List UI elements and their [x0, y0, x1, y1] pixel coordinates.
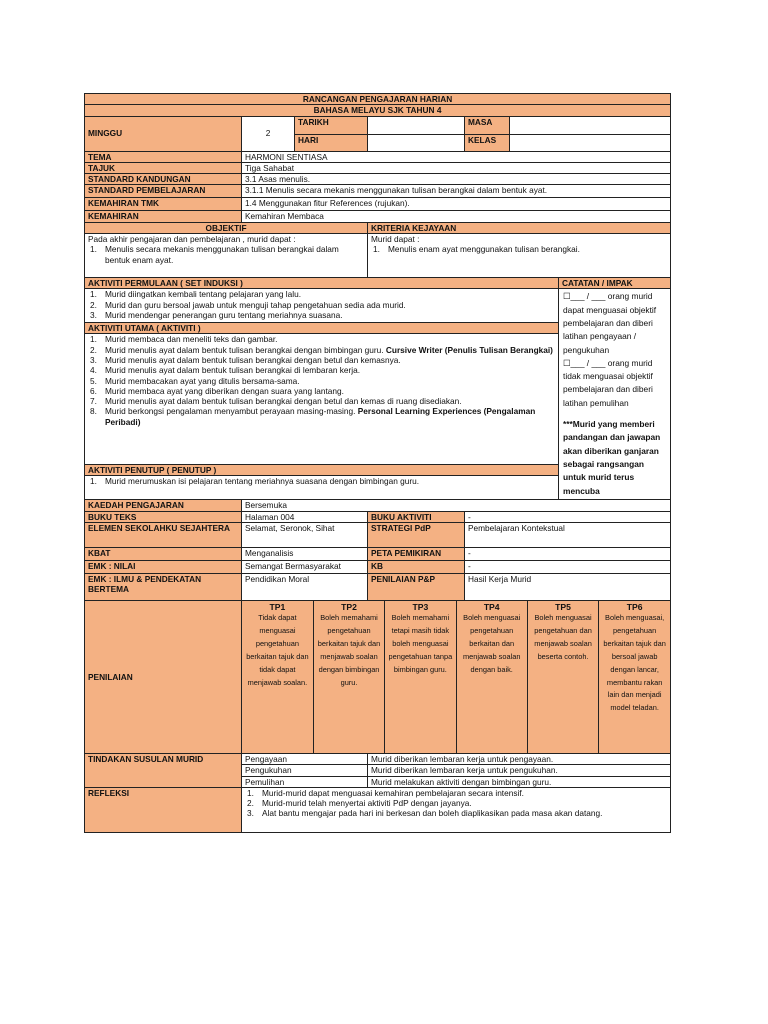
masa-value	[510, 116, 671, 134]
utama-list	[85, 334, 558, 464]
utama-item: 5. Murid membacakan ayat yang ditulis bersama-sama.	[90, 375, 300, 386]
field-label: STANDARD PEMBELAJARAN	[85, 185, 242, 198]
field-value: HARMONI SENTIASA	[242, 151, 671, 162]
permulaan-item: 3. Murid mendengar penerangan guru tentang meriahnya suasana.	[90, 309, 343, 320]
tindakan-desc: Murid melakukan aktiviti dengan bimbingan guru.	[368, 776, 671, 787]
masa-label: MASA	[465, 116, 510, 134]
field-row-kemahiran	[85, 211, 671, 222]
detail-value: Pendidikan Moral	[242, 573, 368, 600]
field-value: 3.1 Asas menulis.	[242, 174, 671, 185]
tindakan-type: Pengukuhan	[242, 765, 368, 776]
detail-label: ELEMEN SEKOLAHKU SEJAHTERA	[85, 522, 242, 547]
utama-item: 2. Murid menulis ayat dalam bentuk tulisan berangkai dengan bimbingan guru. Cursive Writer (Penulis Tulisan Berangkai)	[90, 344, 553, 355]
permulaan-item: 1. Murid diingatkan kembali tentang pelajaran yang lalu.	[90, 289, 302, 300]
detail-value: Bersemuka	[242, 500, 671, 511]
kriteria-intro: Murid dapat :	[371, 234, 420, 245]
tp-level-3: TP3 Boleh memahami tetapi masih tidak boleh menguasai pengetahuan tanpa bimbingan guru.	[385, 601, 456, 753]
detail-label: BUKU TEKS	[85, 511, 242, 522]
minggu-value: 2	[242, 116, 295, 151]
detail-label: PETA PEMIKIRAN	[368, 547, 465, 560]
utama-item: 4. Murid menulis ayat dalam bentuk tulisan berangkai di lembaran kerja.	[90, 365, 361, 376]
objektif-intro: Pada akhir pengajaran dan pembelajaran , murid dapat :	[88, 234, 296, 245]
penilaian-label: PENILAIAN	[85, 600, 242, 753]
tindakan-desc: Murid diberikan lembaran kerja untuk pengukuhan.	[368, 765, 671, 776]
document-subtitle: BAHASA MELAYU SJK TAHUN 4	[85, 105, 671, 116]
catatan-header: CATATAN / IMPAK	[559, 278, 671, 289]
detail-value: -	[465, 511, 671, 522]
refleksi-label: REFLEKSI	[85, 787, 242, 832]
kelas-value	[510, 134, 671, 151]
hari-label: HARI	[295, 134, 368, 151]
tp-level-4: TP4 Boleh menguasai pengetahuan berkaitan dan menjawab soalan dengan baik.	[456, 601, 527, 753]
refleksi-item: 2. Murid-murid telah menyertai aktiviti PdP dengan jayanya.	[247, 798, 472, 809]
tindakan-label: TINDAKAN SUSULAN MURID	[85, 753, 242, 787]
refleksi-content	[242, 787, 671, 832]
field-value: Kemahiran Membaca	[242, 211, 671, 222]
field-row-standard-kandungan	[85, 174, 671, 185]
tindakan-type: Pemulihan	[242, 776, 368, 787]
tp-level-6: TP6 Boleh menguasai, pengetahuan berkaitan tajuk dan bersoal jawab dengan lancar, membantu rakan lain dan menjadi model teladan.	[599, 601, 670, 753]
field-value: 1.4 Menggunakan fitur References (rujukan).	[242, 198, 671, 211]
refleksi-item: 3. Alat bantu mengajar pada hari ini berkesan dan boleh diaplikasikan pada masa akan datang.	[247, 808, 603, 819]
detail-label: KAEDAH PENGAJARAN	[85, 500, 242, 511]
tarikh-value	[368, 116, 465, 134]
permulaan-list	[85, 289, 558, 322]
utama-item: 6. Murid membaca ayat yang diberikan dengan suara yang lantang.	[90, 385, 344, 396]
detail-label: PENILAIAN P&P	[368, 573, 465, 600]
utama-item: 3. Murid menulis ayat dalam bentuk tulisan berangkai dengan betul dan kemasnya.	[90, 354, 401, 365]
kriteria-item: 1. Menulis enam ayat menggunakan tulisan berangkai.	[373, 244, 580, 255]
kriteria-content	[368, 234, 671, 278]
catatan-content	[559, 289, 671, 500]
detail-row	[85, 547, 671, 560]
detail-row	[85, 573, 671, 600]
field-label: KEMAHIRAN	[85, 211, 242, 222]
detail-value: Menganalisis	[242, 547, 368, 560]
field-row-standard-pembelajaran	[85, 185, 671, 198]
detail-row	[85, 560, 671, 573]
field-value: 3.1.1 Menulis secara mekanis menggunakan tulisan berangkai dalam bentuk ayat.	[242, 185, 671, 198]
utama-item: 8. Murid berkongsi pengalaman menyambut perayaan masing-masing. Personal Learning Experiences (Pengalaman Peribadi)	[90, 406, 536, 427]
detail-value: Semangat Bermasyarakat	[242, 560, 368, 573]
field-label: TAJUK	[85, 162, 242, 173]
tindakan-row	[85, 753, 671, 764]
tp-level-2: TP2 Boleh memahami pengetahuan berkaitan tajuk dan menjawab soalan dengan bimbingan guru.	[313, 601, 384, 753]
field-row-kemahiran-tmk	[85, 198, 671, 211]
utama-item: 7. Murid menulis ayat dalam bentuk tulisan berangkai dengan betul dan kemas di ruang disediakan.	[90, 396, 462, 407]
field-label: STANDARD KANDUNGAN	[85, 174, 242, 185]
minggu-label: MINGGU	[85, 116, 242, 151]
detail-label: KBAT	[85, 547, 242, 560]
tarikh-label: TARIKH	[295, 116, 368, 134]
tp-level-1: TP1 Tidak dapat menguasai pengetahuan berkaitan tajuk dan tidak dapat menjawab soalan.	[242, 601, 313, 753]
lesson-plan-table	[84, 93, 671, 833]
penutup-list	[85, 476, 558, 486]
tindakan-type: Pengayaan	[242, 753, 368, 764]
kelas-label: KELAS	[465, 134, 510, 151]
tindakan-desc: Murid diberikan lembaran kerja untuk pengayaan.	[368, 753, 671, 764]
permulaan-item: 2. Murid dan guru bersoal jawab untuk menguji tahap pengetahuan sedia ada murid.	[90, 299, 406, 310]
kriteria-header: KRITERIA KEJAYAAN	[368, 222, 671, 233]
detail-row	[85, 511, 671, 522]
field-label: TEMA	[85, 151, 242, 162]
detail-value: Halaman 004	[242, 511, 368, 522]
field-row-tajuk	[85, 162, 671, 173]
objektif-content	[85, 234, 368, 278]
field-row-tema	[85, 151, 671, 162]
catatan-note: ***Murid yang memberi pandangan dan jawapan akan diberikan ganjaran sebagai rangsangan untuk murid terus mencuba	[563, 419, 661, 496]
catatan-line-pemulihan: ☐___ / ___ orang murid tidak menguasai objektif pembelajaran dan diberi latihan pemulihan	[563, 357, 653, 408]
utama-header: AKTIVITI UTAMA ( AKTIVITI )	[85, 322, 558, 334]
detail-value: -	[465, 560, 671, 573]
detail-label: BUKU AKTIVITI	[368, 511, 465, 522]
penutup-header: AKTIVITI PENUTUP ( PENUTUP )	[85, 464, 558, 476]
penilaian-grid	[242, 600, 671, 753]
penutup-item: 1. Murid merumuskan isi pelajaran tentang meriahnya suasana dengan bimbingan guru.	[90, 476, 420, 487]
refleksi-item: 1. Murid-murid dapat menguasai kemahiran pembelajaran secara intensif.	[247, 787, 524, 798]
lesson-plan-document	[84, 93, 670, 833]
detail-value: Hasil Kerja Murid	[465, 573, 671, 600]
detail-label: STRATEGI PdP	[368, 522, 465, 547]
tp-level-5: TP5 Boleh menguasai pengetahuan dan menjawab soalan beserta contoh.	[527, 601, 598, 753]
detail-value: -	[465, 547, 671, 560]
detail-value: Selamat, Seronok, Sihat	[242, 522, 368, 547]
activities-cell	[85, 289, 559, 500]
field-label: KEMAHIRAN TMK	[85, 198, 242, 211]
catatan-line-pengayaan: ☐___ / ___ orang murid dapat menguasai objektif pembelajaran dan diberi latihan pengayaan / pengukuhan	[563, 291, 657, 355]
objektif-item: 1. Menulis secara mekanis menggunakan tulisan berangkai dalam bentuk enam ayat.	[90, 244, 339, 265]
permulaan-header: AKTIVITI PERMULAAN ( SET INDUKSI )	[85, 278, 559, 289]
detail-value: Pembelajaran Kontekstual	[465, 522, 671, 547]
detail-label: EMK : ILMU & PENDEKATAN BERTEMA	[85, 573, 242, 600]
utama-item: 1. Murid membaca dan meneliti teks dan gambar.	[90, 334, 278, 345]
detail-label: KB	[368, 560, 465, 573]
detail-row	[85, 500, 671, 511]
objektif-header: OBJEKTIF	[85, 222, 368, 233]
document-title: RANCANGAN PENGAJARAN HARIAN	[85, 94, 671, 105]
hari-value	[368, 134, 465, 151]
detail-label: EMK : NILAI	[85, 560, 242, 573]
field-value: Tiga Sahabat	[242, 162, 671, 173]
detail-row	[85, 522, 671, 547]
